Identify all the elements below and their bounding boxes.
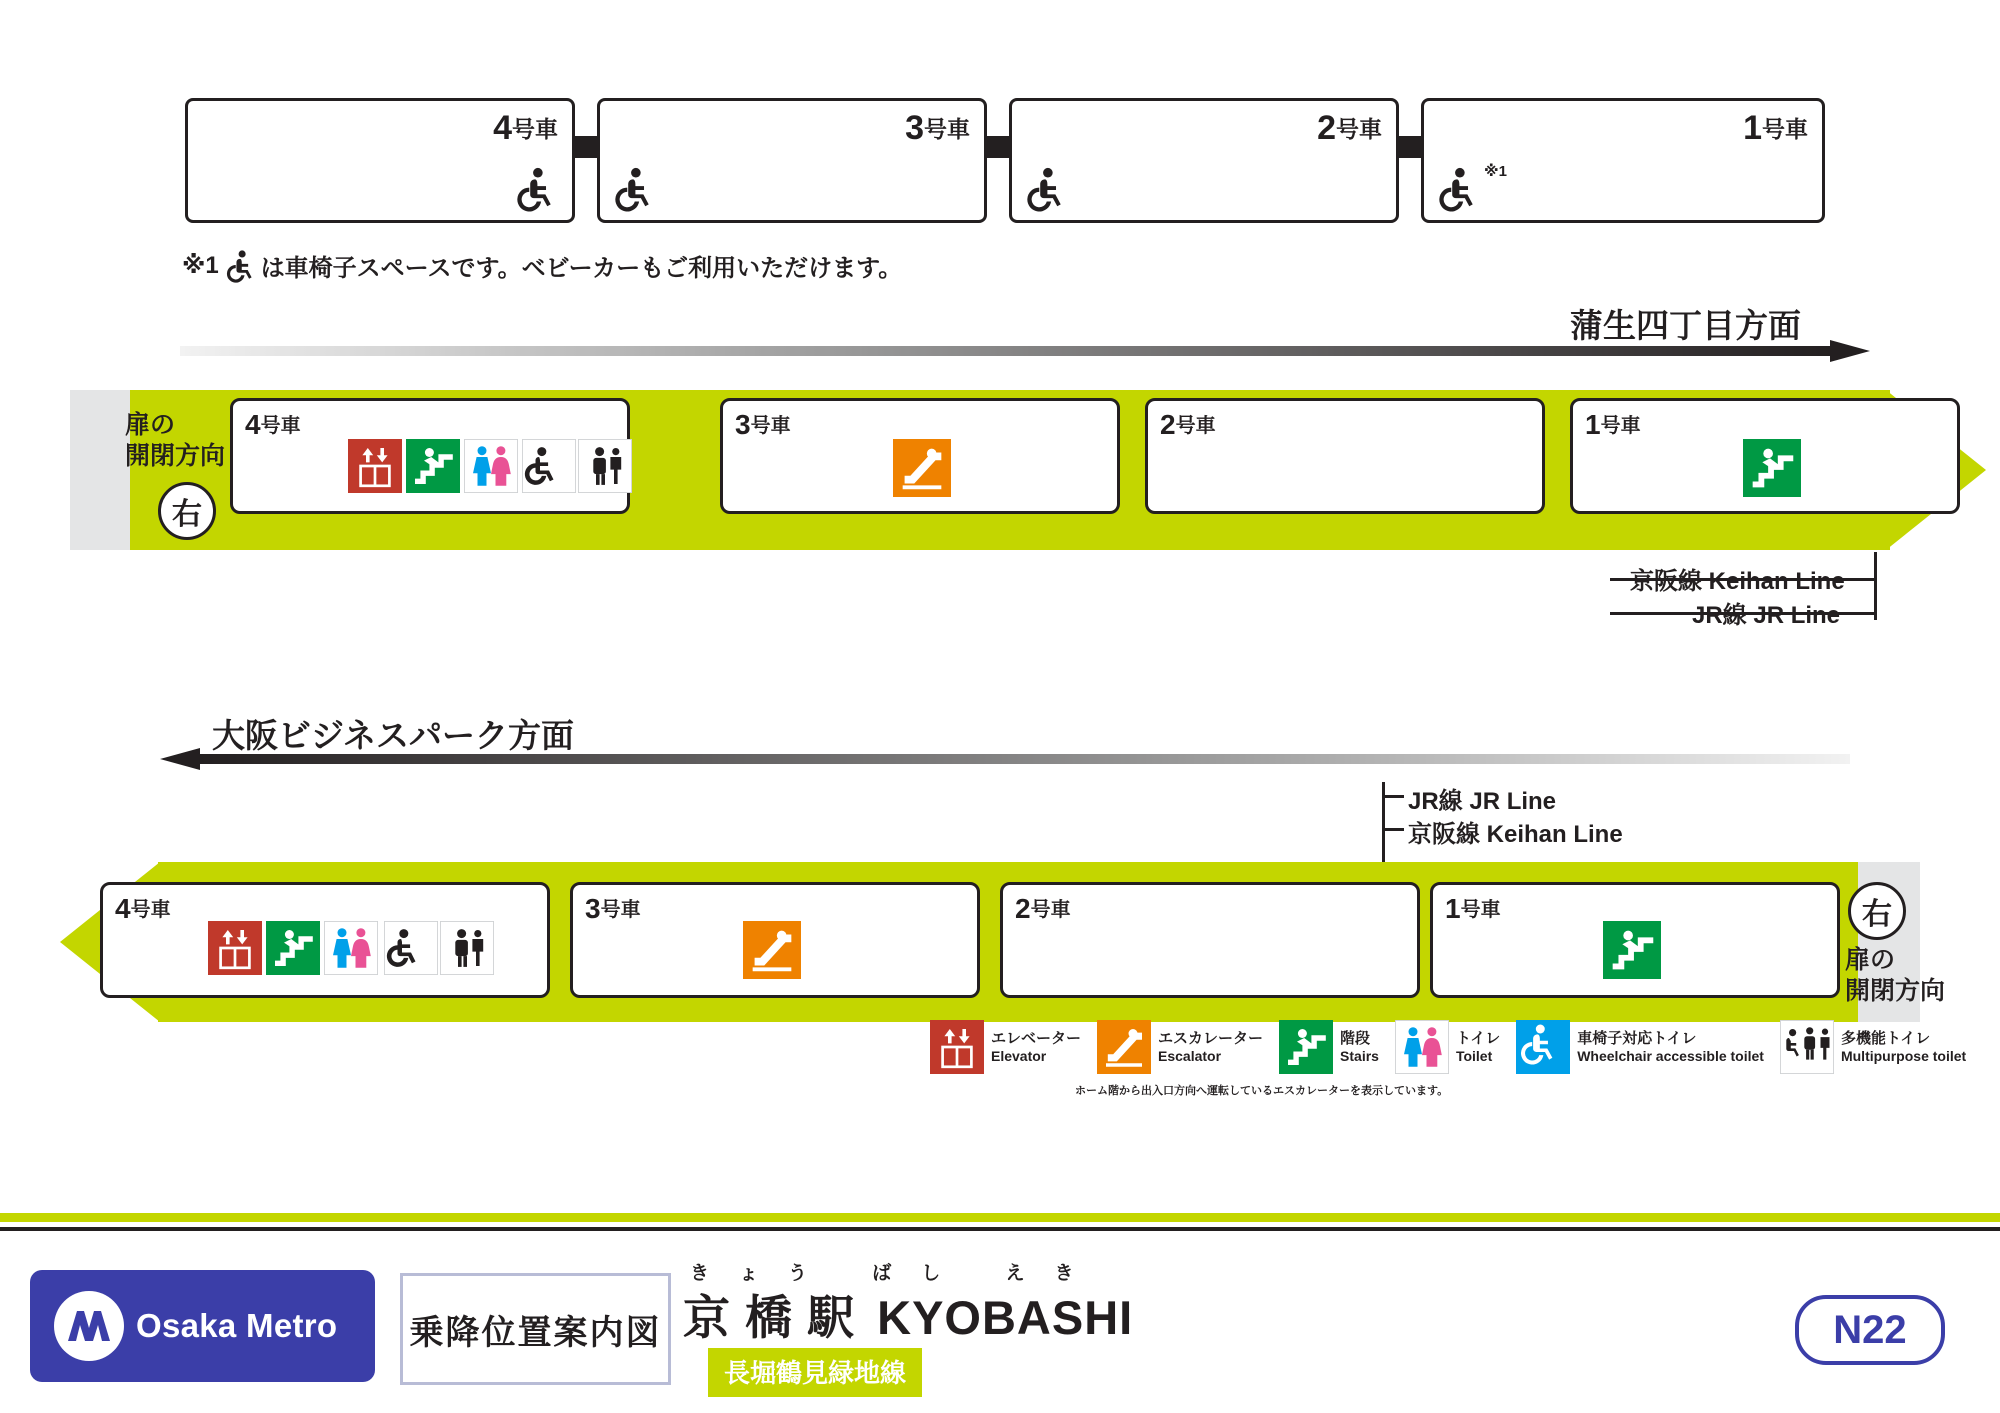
station-ruby: きょう ばし えき (690, 1263, 1104, 1284)
stairs-icon (1603, 921, 1661, 979)
stairs-icon (1279, 1020, 1333, 1074)
car-label-3: 3号車 (905, 109, 970, 147)
legend-label-jp: エスカレーター (1158, 1029, 1264, 1047)
toilet-icon (1395, 1020, 1449, 1074)
legend-item-escalator (1097, 1020, 1263, 1074)
guide-title: 乗降位置案内図 (409, 1313, 662, 1352)
legend-item-wheelchair-toilet (1516, 1020, 1764, 1074)
platform-car-label-4: 4号車 (245, 409, 301, 440)
toilet-icon (464, 439, 518, 493)
station-code-badge: N22 (1795, 1295, 1945, 1365)
station-name-jp: 京 橋 駅 (683, 1291, 856, 1344)
legend-label-en: Toilet (1455, 1047, 1493, 1064)
car-box-4 (185, 98, 575, 223)
platform-car-4-bottom (100, 882, 550, 998)
platform-car-2-top (1145, 398, 1545, 514)
door-side-mark-top: 右 (158, 482, 216, 540)
wheelchair-icon (512, 166, 558, 212)
wheelchair-note-mark: ※1 (1484, 163, 1507, 180)
car-label-4: 4号車 (493, 109, 558, 147)
station-name (683, 1281, 1133, 1348)
platform-car-label-4: 4号車 (115, 893, 171, 924)
guide-title-box (400, 1273, 671, 1385)
multipurpose-toilet-icon (440, 921, 494, 975)
connection-leader-line-top (1874, 552, 1877, 620)
footer-divider-black (0, 1227, 2000, 1231)
note-text: は車椅子スペースです。ベビーカーもご利用いただけます。 (260, 255, 903, 282)
platform-car-label-3: 3号車 (585, 893, 641, 924)
stairs-icon (406, 439, 460, 493)
direction-label-bottom: 大阪ビジネスパーク方面 (212, 717, 575, 754)
legend-label-jp: トイレ (1455, 1029, 1501, 1047)
door-line1: 扉の (125, 411, 176, 439)
car-label-1: 1号車 (1743, 109, 1808, 147)
legend-item-elevator (930, 1020, 1081, 1074)
wheelchair-icon (610, 166, 656, 212)
stairs-icon (266, 921, 320, 975)
legend-label-en: Stairs (1340, 1047, 1379, 1064)
wheelchair-icon (1022, 166, 1068, 212)
escalator-icon (743, 921, 801, 979)
platform-car-1-top (1570, 398, 1960, 514)
door-direction-label-top (125, 410, 225, 473)
platform-top (70, 390, 1950, 550)
connection-label-keihan-bottom: 京阪線 Keihan Line (1408, 821, 1623, 848)
wheelchair-icon (1434, 166, 1480, 212)
platform-car-4-top (230, 398, 630, 514)
car-coupler (1399, 136, 1421, 158)
escalator-icon (1097, 1020, 1151, 1074)
legend-label-en: Escalator (1158, 1047, 1222, 1064)
legend-label-jp: 階段 (1340, 1029, 1371, 1047)
stairs-icon (1743, 439, 1801, 497)
legend-item-stairs (1279, 1020, 1379, 1074)
wheelchair-toilet-icon (384, 921, 438, 975)
platform-car-label-3: 3号車 (735, 409, 791, 440)
door-direction-label-bottom (1845, 945, 1945, 1008)
platform-car-2-bottom (1000, 882, 1420, 998)
multipurpose-toilet-icon (578, 439, 632, 493)
legend-label-jp: 車椅子対応トイレ (1577, 1029, 1697, 1047)
car-coupler (575, 136, 597, 158)
elevator-icon (208, 921, 262, 975)
car-box-3 (597, 98, 987, 223)
platform-car-3-top (720, 398, 1120, 514)
platform-car-label-1: 1号車 (1445, 893, 1501, 924)
wheelchair-toilet-icon (522, 439, 576, 493)
multipurpose-toilet-icon (1780, 1020, 1834, 1074)
direction-arrow-bottom (160, 748, 1860, 770)
door-line2: 開閉方向 (125, 442, 226, 471)
door-line1: 扉の (1845, 946, 1896, 974)
connection-label-jr-bottom: JR線 JR Line (1408, 788, 1557, 815)
legend-label-jp: 多機能トイレ (1840, 1029, 1931, 1047)
elevator-icon (348, 439, 402, 493)
platform-bottom (60, 862, 1960, 1022)
car-box-1 (1421, 98, 1825, 223)
facility-group-car4-bottom (208, 921, 494, 975)
toilet-icon (324, 921, 378, 975)
footer-divider-green (0, 1213, 2000, 1222)
car-label-2: 2号車 (1317, 109, 1382, 147)
platform-end-left (70, 390, 130, 550)
door-line2: 開閉方向 (1845, 977, 1946, 1006)
legend-label-en: Wheelchair accessible toilet (1577, 1047, 1764, 1064)
station-name-en: KYOBASHI (877, 1291, 1134, 1344)
facility-group-car4-top (348, 439, 632, 493)
direction-arrow-top (180, 340, 1870, 362)
legend-item-toilet (1395, 1020, 1500, 1074)
legend-label-en: Elevator (991, 1047, 1047, 1064)
legend-item-multipurpose-toilet (1780, 1020, 1966, 1074)
legend (930, 1020, 1982, 1074)
platform-car-label-2: 2号車 (1015, 893, 1071, 924)
wheelchair-icon (223, 249, 257, 283)
connection-leader-line-bottom-2 (1382, 795, 1404, 798)
elevator-icon (930, 1020, 984, 1074)
car-box-2 (1009, 98, 1399, 223)
legend-label-jp: エレベーター (991, 1029, 1082, 1047)
platform-car-1-bottom (1430, 882, 1840, 998)
door-side-mark-bottom: 右 (1848, 882, 1906, 940)
train-car-diagram (185, 98, 1825, 223)
escalator-icon (893, 439, 951, 497)
line-name-badge: 長堀鶴見緑地線 (708, 1348, 922, 1397)
escalator-note: ホーム階から出入口方向へ運転しているエスカレーターを表示しています。 (1075, 1085, 1449, 1097)
metro-m-icon (52, 1289, 126, 1363)
connection-leader-line-bottom-3 (1382, 828, 1404, 831)
direction-label-top: 蒲生四丁目方面 (1570, 307, 1801, 344)
car-coupler (987, 136, 1009, 158)
note-prefix: ※1 (182, 252, 219, 279)
brand-name: Osaka Metro (136, 1307, 338, 1344)
wheelchair-toilet-icon (1516, 1020, 1570, 1074)
legend-label-en: Multipurpose toilet (1840, 1047, 1967, 1064)
platform-car-label-2: 2号車 (1160, 409, 1216, 440)
platform-car-label-1: 1号車 (1585, 409, 1641, 440)
connection-label-keihan-top: 京阪線 Keihan Line (1630, 568, 1845, 595)
connection-label-jr-top: JR線 JR Line (1692, 602, 1841, 629)
osaka-metro-logo (30, 1270, 375, 1382)
platform-car-3-bottom (570, 882, 980, 998)
wheelchair-note (182, 248, 902, 283)
